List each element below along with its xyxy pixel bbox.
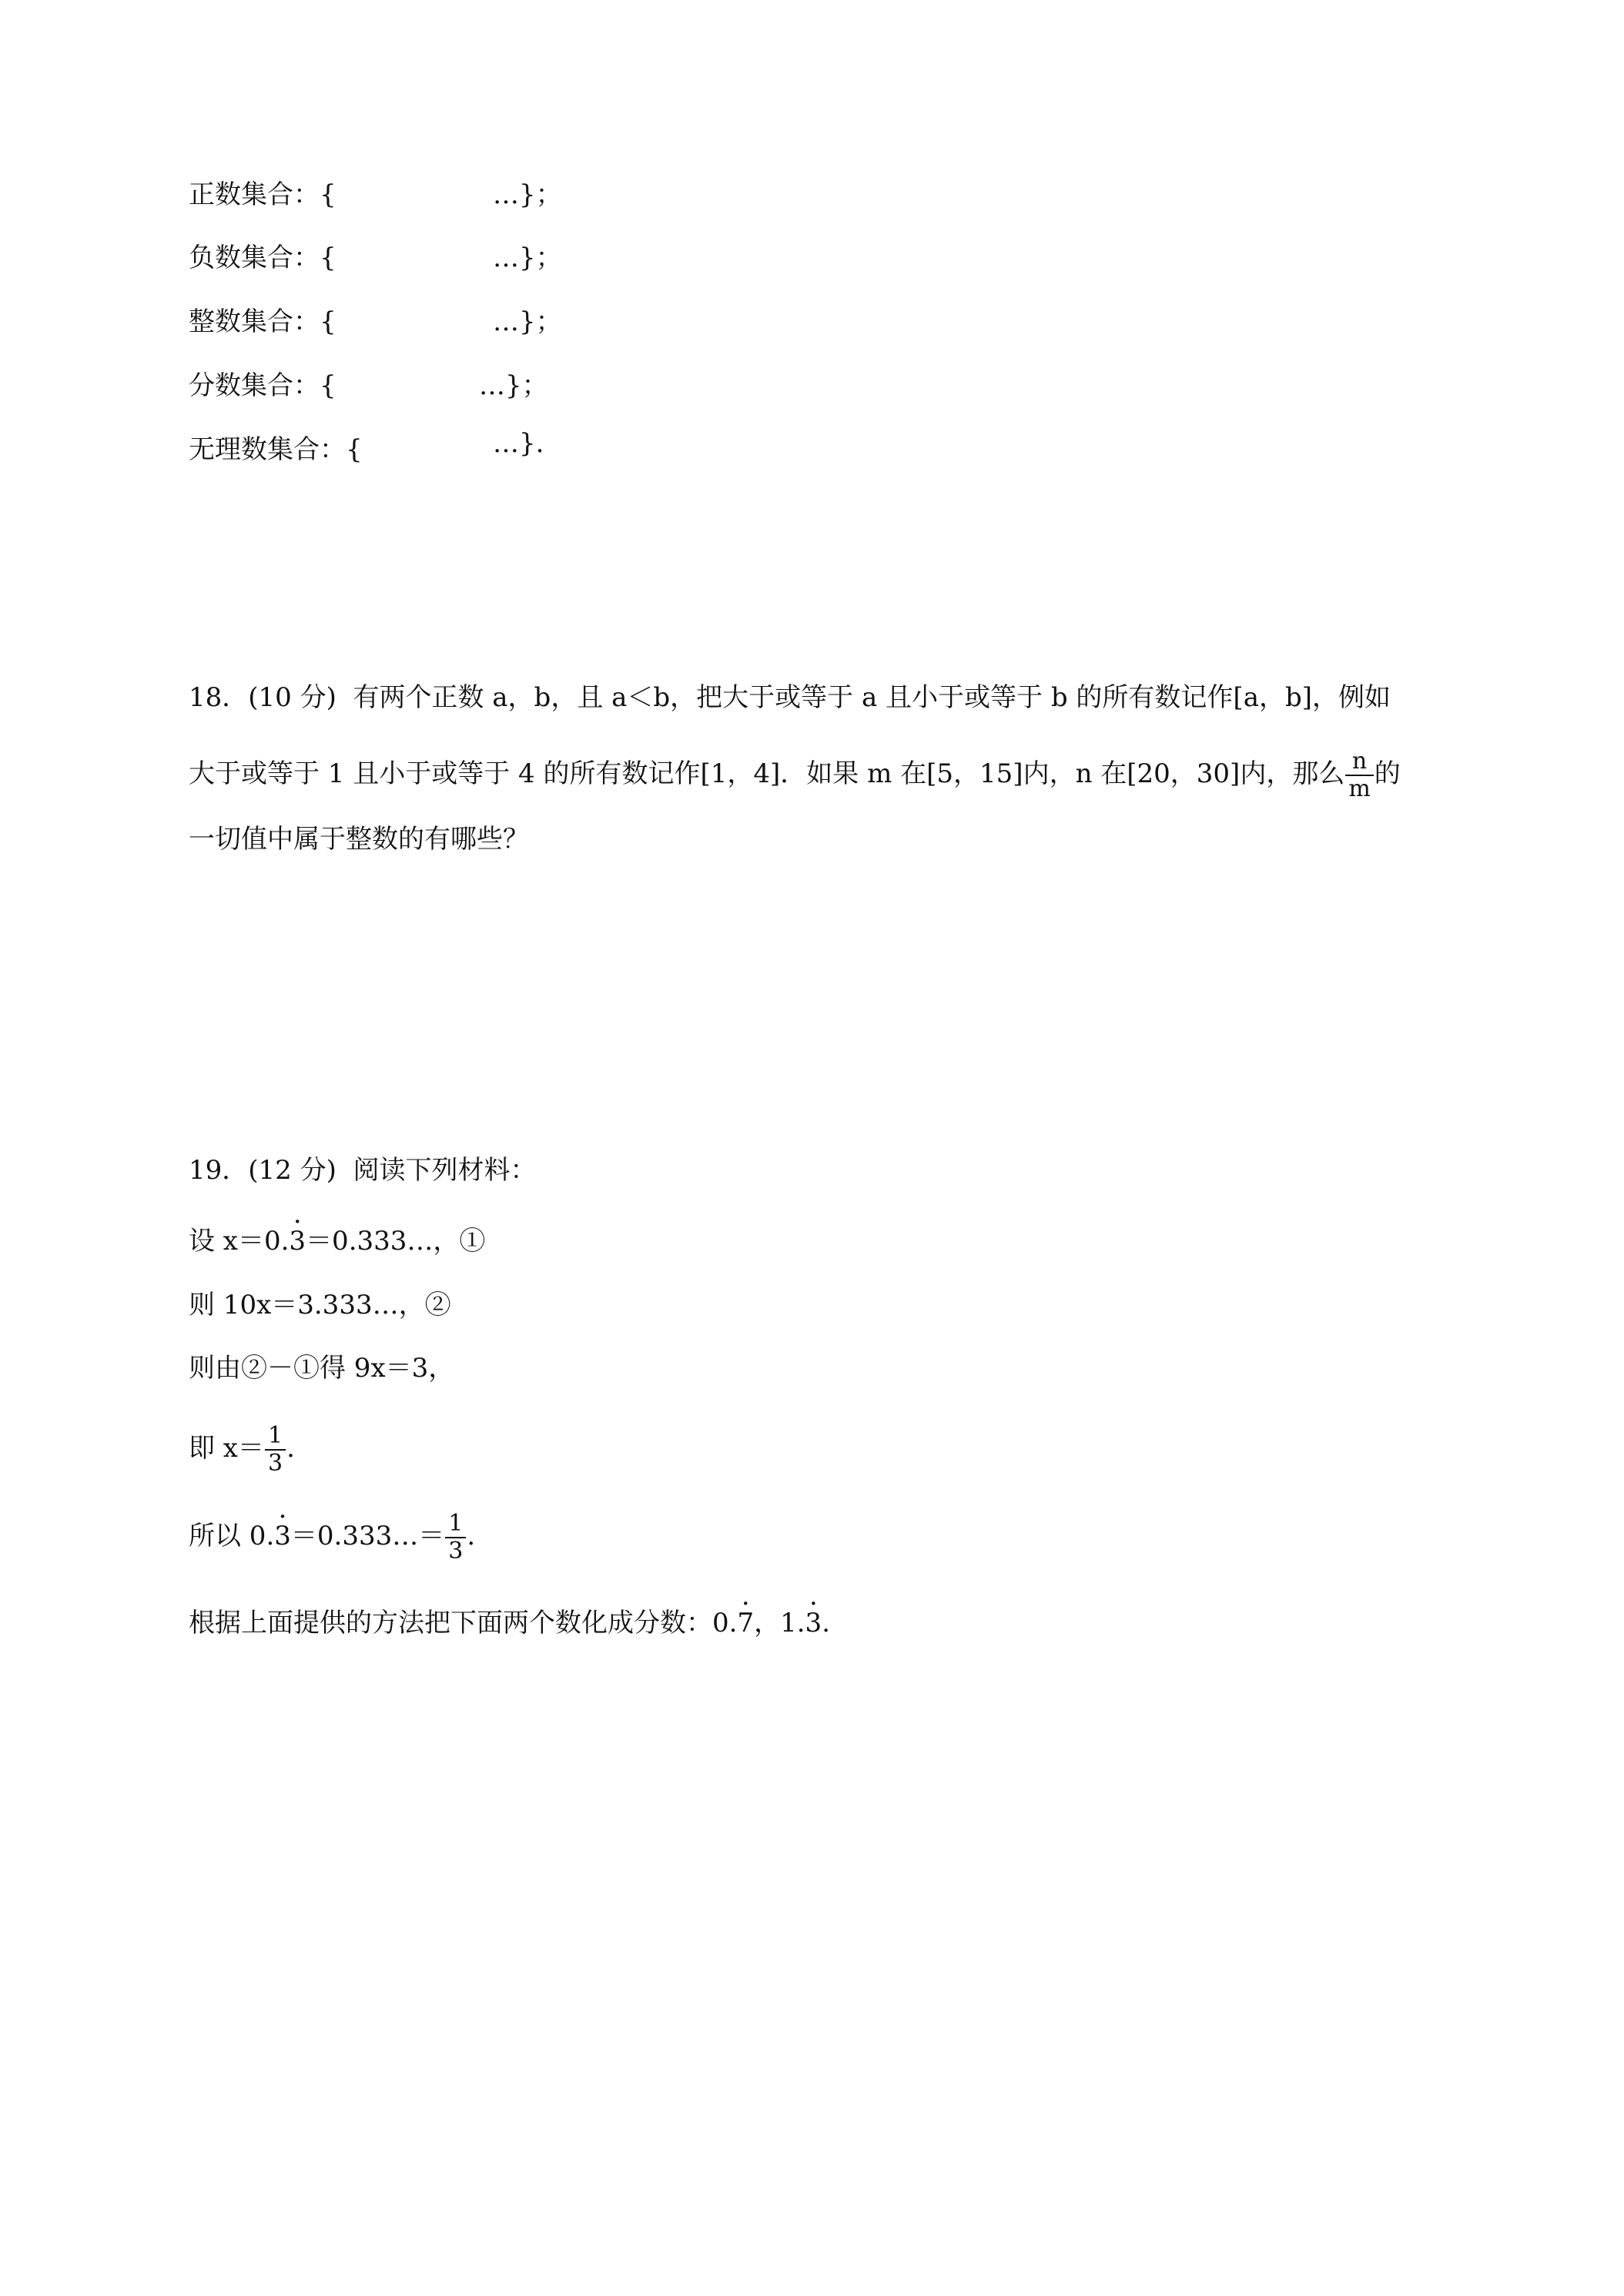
set-positive-label: 正数集合：{ [189, 179, 337, 210]
fraction-denominator: 3 [448, 1538, 464, 1565]
q19-task-mid: ，1. [754, 1608, 805, 1638]
fraction-one-third [445, 1511, 466, 1565]
q19-step5-mid: ＝0.333…＝ [290, 1521, 445, 1551]
fraction-numerator: 1 [445, 1511, 466, 1538]
repeating-digit: 7 · [737, 1608, 754, 1638]
q19-step1 [189, 1226, 485, 1257]
set-integer-label: 整数集合：{ [189, 306, 337, 337]
set-negative-tail: …}； [493, 243, 562, 273]
fraction-denominator: 3 [267, 1450, 283, 1477]
repeating-digit: 3 · [289, 1226, 306, 1257]
q18-line3: 一切值中属于整数的有哪些？ [189, 824, 529, 855]
fraction-denominator: m [1348, 775, 1371, 802]
set-irrational-tail: …}. [493, 428, 544, 459]
q19-step4 [189, 1423, 295, 1477]
q19-task-pre: 根据上面提供的方法把下面两个数化成分数：0. [189, 1608, 738, 1638]
repeating-digit: 3 · [805, 1608, 822, 1638]
repeating-digit: 3 · [274, 1521, 291, 1551]
set-positive-tail: …}； [493, 179, 562, 210]
q18-line2-end: 的 [1374, 758, 1401, 789]
set-fraction-tail: …}； [479, 370, 548, 401]
fraction-numerator: 1 [265, 1423, 286, 1451]
q19-step3: 则由②－①得 9x＝3， [189, 1353, 455, 1384]
q19-step1-post: ＝0.333…，① [306, 1226, 486, 1257]
q19-title: 19．(12 分) 阅读下列材料： [189, 1155, 537, 1186]
fraction-one-third [265, 1423, 286, 1477]
set-negative-label: 负数集合：{ [189, 243, 337, 273]
set-irrational-label: 无理数集合：{ [189, 434, 363, 465]
q19-step4-post: . [286, 1433, 295, 1464]
q19-step4-pre: 即 x＝ [189, 1433, 264, 1464]
q19-step5-pre: 所以 0. [189, 1521, 275, 1551]
q19-step2: 则 10x＝3.333…，② [189, 1290, 451, 1320]
set-integer-tail: …}； [493, 306, 562, 337]
q19-step5-post: . [467, 1521, 476, 1551]
q19-step5 [189, 1511, 475, 1565]
fraction-numerator: n [1345, 748, 1373, 776]
q19-step1-pre: 设 x＝0. [189, 1226, 290, 1257]
q19-task-post: . [822, 1608, 830, 1638]
q18-line1: 18．(10 分) 有两个正数 a，b，且 a＜b，把大于或等于 a 且小于或等于 b 的所有数记作[a，b]，例如 [189, 682, 1391, 713]
fraction-n-over-m [1345, 748, 1373, 802]
q18-line2-text: 大于或等于 1 且小于或等于 4 的所有数记作[1，4]．如果 m 在[5，15]内，n 在[20，30]内，那么 [189, 758, 1345, 789]
set-fraction-label: 分数集合：{ [189, 370, 337, 401]
q19-task [189, 1608, 830, 1638]
q18-line2 [189, 748, 1401, 802]
